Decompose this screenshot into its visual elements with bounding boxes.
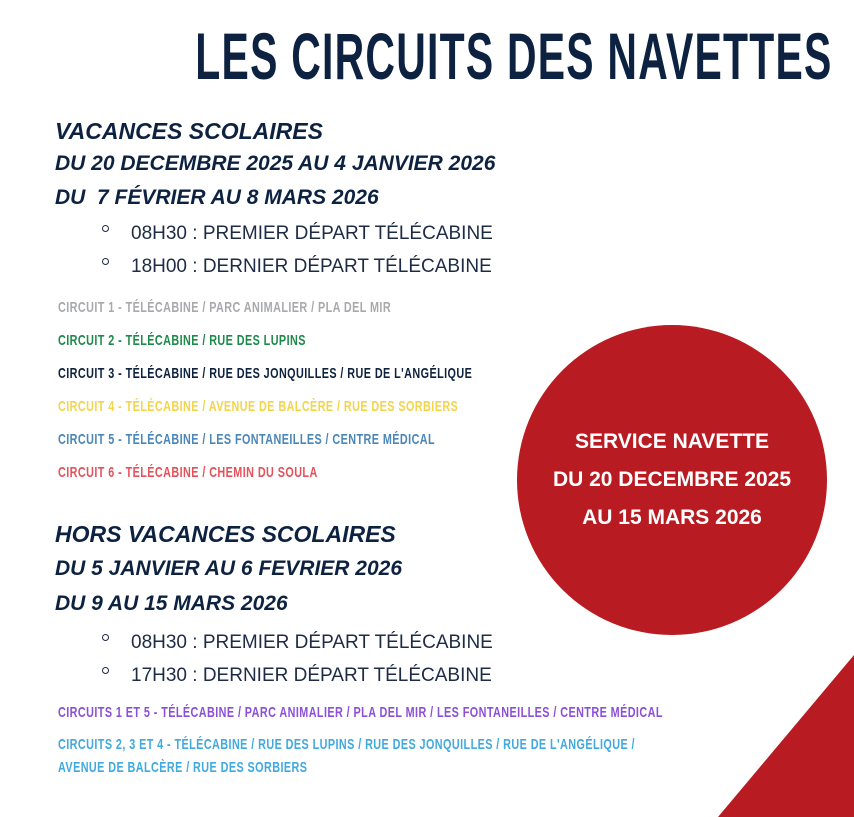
vacances-period-1: DU 20 DECEMBRE 2025 AU 4 JANVIER 2026 [55, 152, 496, 175]
time-text: 08H30 : PREMIER DÉPART TÉLÉCABINE [131, 632, 493, 653]
circuit-2: CIRCUIT 2 - TÉLÉCABINE / RUE DES LUPINS [58, 332, 306, 349]
service-navette-badge [517, 325, 827, 635]
hors-heading: HORS VACANCES SCOLAIRES [55, 521, 396, 547]
circuit-6: CIRCUIT 6 - TÉLÉCABINE / CHEMIN DU SOULA [58, 464, 318, 481]
vacances-time-first [102, 223, 493, 245]
time-text: 17H30 : DERNIER DÉPART TÉLÉCABINE [131, 665, 492, 686]
bullet-icon [102, 634, 109, 641]
time-text: 08H30 : PREMIER DÉPART TÉLÉCABINE [131, 223, 493, 244]
circuit-1: CIRCUIT 1 - TÉLÉCABINE / PARC ANIMALIER / PLA DEL MIR [58, 299, 392, 316]
badge-line-3: AU 15 MARS 2026 [582, 506, 762, 529]
badge-line-2: DU 20 DECEMBRE 2025 [552, 468, 792, 491]
page-title-text: LES CIRCUITS DES NAVETTES [195, 19, 833, 93]
bullet-icon [102, 225, 109, 232]
page-title [0, 18, 854, 94]
vacances-time-last [102, 256, 492, 278]
hors-time-last [102, 665, 492, 687]
bullet-icon [102, 667, 109, 674]
circuits-1-5: CIRCUITS 1 ET 5 - TÉLÉCABINE / PARC ANIMALIER / PLA DEL MIR / LES FONTANEILLES / CENTRE MÉDICAL [58, 704, 663, 721]
time-text: 18H00 : DERNIER DÉPART TÉLÉCABINE [131, 256, 492, 277]
vacances-heading: VACANCES SCOLAIRES [55, 118, 323, 144]
circuit-4: CIRCUIT 4 - TÉLÉCABINE / AVENUE DE BALCÈRE / RUE DES SORBIERS [58, 398, 459, 415]
hors-period-1: DU 5 JANVIER AU 6 FEVRIER 2026 [55, 557, 403, 580]
hors-time-first [102, 632, 493, 654]
vacances-period-2: DU 7 FÉVRIER AU 8 MARS 2026 [55, 186, 379, 209]
circuit-5: CIRCUIT 5 - TÉLÉCABINE / LES FONTANEILLES / CENTRE MÉDICAL [58, 431, 436, 448]
circuit-3: CIRCUIT 3 - TÉLÉCABINE / RUE DES JONQUILLES / RUE DE L'ANGÉLIQUE [58, 365, 473, 382]
badge-line-1: SERVICE NAVETTE [574, 430, 770, 453]
bullet-icon [102, 258, 109, 265]
decorative-corner-triangle [718, 655, 854, 817]
hors-period-2: DU 9 AU 15 MARS 2026 [55, 592, 288, 615]
circuits-2-3-4: CIRCUITS 2, 3 ET 4 - TÉLÉCABINE / RUE DES LUPINS / RUE DES JONQUILLES / RUE DE L'ANGÉLIQUE / [58, 736, 635, 753]
circuits-2-3-4-cont: AVENUE DE BALCÈRE / RUE DES SORBIERS [58, 759, 308, 776]
